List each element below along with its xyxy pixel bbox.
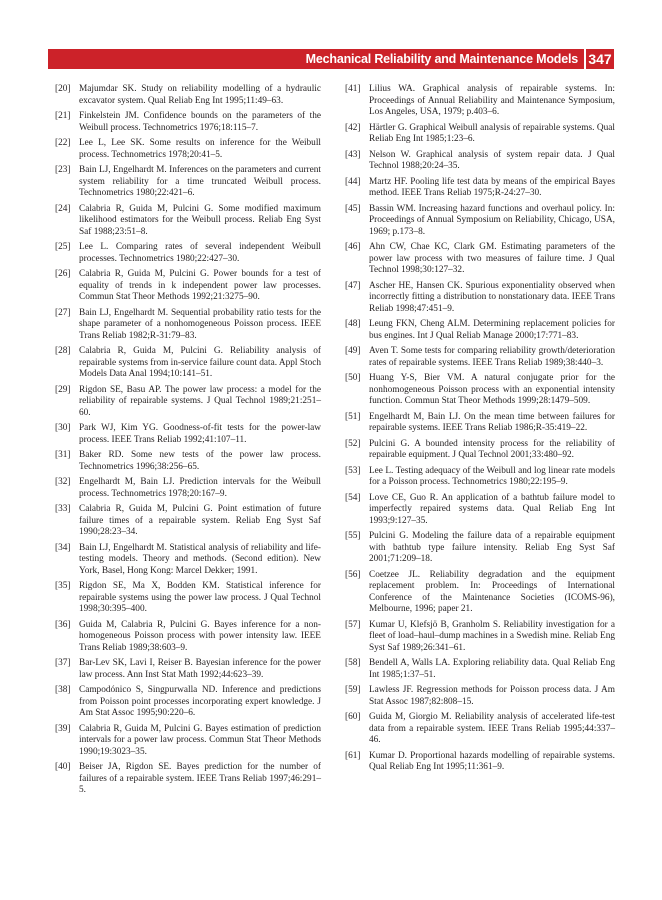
reference-entry: [345, 712, 615, 747]
reference-number: [48]: [345, 319, 361, 329]
reference-number: [28]: [55, 346, 71, 356]
reference-text: Rigdon SE, Ma X, Bodden KM. Statistical inference for repairable systems using the power law process. J Qual Technol 1998;30:395–400.: [79, 581, 321, 614]
reference-number: [35]: [55, 581, 71, 591]
reference-entry: [345, 373, 615, 408]
reference-number: [24]: [55, 203, 71, 214]
reference-entry: [55, 477, 321, 500]
reference-text: Martz HF. Pooling life test data by means of the empirical Bayes method. IEEE Trans Reliab 1975;R-24:27–30.: [369, 176, 615, 198]
reference-text: Lawless JF. Regression methods for Poisson process data. J Am Stat Assoc 1987;82:808–15.: [369, 685, 615, 707]
reference-number: [58]: [345, 658, 361, 668]
reference-text: Finkelstein JM. Confidence bounds on the parameters of the Weibull process. Technometrics 1976;18:115–7.: [79, 111, 321, 133]
reference-entry: [345, 685, 615, 708]
reference-column-left: [55, 84, 321, 801]
reference-number: [41]: [345, 84, 361, 94]
reference-entry: [55, 685, 321, 720]
reference-entry: [55, 724, 321, 759]
reference-entry: [55, 385, 321, 420]
reference-entry: [345, 204, 615, 239]
reference-number: [39]: [55, 723, 71, 734]
reference-entry: [55, 165, 321, 200]
book-title: Mechanical Reliability and Maintenance Models: [305, 52, 578, 66]
reference-number: [50]: [345, 373, 361, 383]
reference-number: [61]: [345, 750, 361, 761]
reference-text: Ahn CW, Chae KC, Clark GM. Estimating parameters of the power law process with two measures of failure time. J Qual Technol 1998;30:127–32.: [369, 242, 615, 275]
reference-entry: [345, 177, 615, 200]
reference-text: Baker RD. Some new tests of the power law process. Technometrics 1996;38:256–65.: [79, 450, 321, 472]
reference-text: Calabria R, Guida M, Pulcini G. Point estimation of future failure times of a repairable system. Reliab Eng Syst Saf 1990;28:23–34.: [79, 504, 321, 537]
reference-entry: [55, 84, 321, 107]
reference-text: Coetzee JL. Reliability degradation and the equipment replacement problem. In: Proceedings of International Conference of the Maintenance Societies (ICOMS-96), Melbourne, 1996; paper 21.: [369, 569, 615, 614]
reference-entry: [345, 493, 615, 528]
reference-number: [32]: [55, 477, 71, 487]
reference-number: [42]: [345, 122, 361, 133]
reference-entry: [345, 570, 615, 616]
reference-number: [23]: [55, 165, 71, 175]
reference-entry: [345, 150, 615, 173]
reference-text: Bain LJ, Engelhardt M. Inferences on the parameters and current system reliability for a time truncated Weibull process. Technometrics 1980;22:421–6.: [79, 165, 321, 198]
reference-number: [45]: [345, 203, 361, 214]
reference-entry: [55, 242, 321, 265]
reference-text: Kumar D. Proportional hazards modelling of repairable systems. Qual Reliab Eng Int 1995;11:361–9.: [369, 750, 615, 772]
reference-number: [51]: [345, 411, 361, 422]
reference-number: [25]: [55, 242, 71, 252]
reference-text: Bendell A, Walls LA. Exploring reliability data. Qual Reliab Eng Int 1985;1:37–51.: [369, 658, 615, 680]
reference-number: [38]: [55, 685, 71, 695]
reference-text: Lee L, Lee SK. Some results on inference for the Weibull process. Technometrics 1978;20:41–5.: [79, 138, 321, 160]
reference-text: Calabria R, Guida M, Pulcini G. Bayes estimation of prediction intervals for a power law process. Commun Stat Theor Methods 1990;19:3023–35.: [79, 723, 321, 757]
reference-entry: [55, 581, 321, 616]
reference-number: [26]: [55, 269, 71, 279]
reference-number: [47]: [345, 280, 361, 291]
reference-number: [20]: [55, 84, 71, 94]
reference-number: [29]: [55, 384, 71, 395]
reference-number: [55]: [345, 531, 361, 541]
reference-entry: [55, 620, 321, 655]
reference-text: Lilius WA. Graphical analysis of repairable systems. In: Proceedings of Annual Reliability and Maintenance Symposium, Los Angeles, USA, 1979; p.403–6.: [369, 84, 615, 117]
reference-text: Kumar U, Klefsjö B, Granholm S. Reliability investigation for a fleet of load–haul–dump machines in a Swedish mine. Reliab Eng Syst Saf 1989;26:341–61.: [369, 619, 615, 653]
reference-entry: [345, 466, 615, 489]
reference-entry: [345, 412, 615, 435]
reference-entry: [55, 504, 321, 539]
reference-number: [27]: [55, 307, 71, 318]
reference-number: [54]: [345, 492, 361, 503]
reference-number: [33]: [55, 504, 71, 514]
reference-text: Lee L. Testing adequacy of the Weibull and log linear rate models for a Poisson process. Technometrics 1980;22:195–9.: [369, 465, 615, 487]
reference-number: [53]: [345, 465, 361, 476]
reference-number: [30]: [55, 423, 71, 433]
reference-number: [43]: [345, 149, 361, 160]
reference-text: Bain LJ, Engelhardt M. Statistical analysis of reliability and life-testing models. Theory and methods. (Second edition). New York, Basel, Hong Kong: Marcel Dekker; 1991.: [79, 542, 321, 576]
reference-text: Calabria R, Guida M, Pulcini G. Reliability analysis of repairable systems from in-service failure count data. Appl Stoch Models Data Anal 1994;10:141–51.: [79, 346, 321, 379]
reference-text: Härtler G. Graphical Weibull analysis of repairable systems. Qual Reliab Eng Int 1985;1:23–6.: [369, 122, 615, 144]
reference-text: Beiser JA, Rigdon SE. Bayes prediction for the number of failures of a repairable system. IEEE Trans Reliab 1997;46:291–5.: [79, 762, 321, 795]
reference-text: Leung FKN, Cheng ALM. Determining replacement policies for bus engines. Int J Qual Reliab Manage 2000;17:771–83.: [369, 319, 615, 341]
reference-entry: [55, 543, 321, 578]
reference-entry: [55, 423, 321, 446]
reference-text: Majumdar SK. Study on reliability modelling of a hydraulic excavator system. Qual Reliab Eng Int 1995;11:49–63.: [79, 84, 321, 106]
reference-text: Rigdon SE, Basu AP. The power law process: a model for the reliability of repairable systems. J Qual Technol 1989;21:251–60.: [79, 384, 321, 418]
reference-entry: [345, 531, 615, 566]
reference-entry: [345, 620, 615, 655]
reference-entry: [345, 658, 615, 681]
reference-text: Aven T. Some tests for comparing reliability growth/deterioration rates of repairable systems. IEEE Trans Reliab 1989;38:440–3.: [369, 346, 615, 368]
reference-number: [52]: [345, 438, 361, 449]
reference-number: [40]: [55, 762, 71, 772]
reference-entry: [55, 762, 321, 797]
reference-number: [36]: [55, 619, 71, 630]
reference-text: Bar-Lev SK, Lavi I, Reiser B. Bayesian inference for the power law process. Ann Inst Stat Math 1992;44:623–39.: [79, 658, 321, 680]
reference-text: Campodónico S, Singpurwalla ND. Inference and predictions from Poisson point processes incorporating expert knowledge. J Am Stat Assoc 1995;90:220–6.: [79, 685, 321, 718]
reference-entry: [55, 138, 321, 161]
reference-text: Huang Y-S, Bier VM. A natural conjugate prior for the nonhomogeneous Poisson process with an exponential intensity function. Commun Stat Theor Methods 1999;28:1479–509.: [369, 373, 615, 406]
reference-number: [34]: [55, 542, 71, 553]
reference-entry: [55, 346, 321, 381]
reference-text: Lee L. Comparing rates of several independent Weibull processes. Technometrics 1980;22:427–30.: [79, 242, 321, 264]
reference-number: [46]: [345, 242, 361, 252]
reference-entry: [345, 319, 615, 342]
reference-entry: [345, 242, 615, 277]
reference-number: [60]: [345, 712, 361, 722]
reference-entry: [345, 84, 615, 119]
reference-text: Park WJ, Kim YG. Goodness-of-fit tests for the power-law process. IEEE Trans Reliab 1992;41:107–11.: [79, 423, 321, 445]
reference-entry: [345, 281, 615, 316]
reference-entry: [55, 658, 321, 681]
reference-number: [31]: [55, 450, 71, 460]
reference-text: Ascher HE, Hansen CK. Spurious exponentiality observed when incorrectly fitting a distribution to nonstationary data. IEEE Trans Reliab 1998;47:451–9.: [369, 280, 615, 314]
reference-number: [44]: [345, 176, 361, 187]
reference-text: Guida M, Giorgio M. Reliability analysis of accelerated life-test data from a repairable system. IEEE Trans Reliab 1995;44:337–46.: [369, 712, 615, 745]
reference-number: [49]: [345, 346, 361, 356]
reference-column-right: [345, 84, 615, 778]
reference-number: [59]: [345, 685, 361, 695]
reference-entry: [55, 269, 321, 304]
reference-entry: [55, 308, 321, 343]
reference-text: Pulcini G. Modeling the failure data of a repairable equipment with bathtub type failure intensity. Reliab Eng Syst Saf 2001;71:209–18.: [369, 531, 615, 564]
reference-entry: [55, 204, 321, 239]
reference-entry: [345, 123, 615, 146]
reference-number: [57]: [345, 619, 361, 630]
reference-entry: [55, 450, 321, 473]
reference-entry: [345, 439, 615, 462]
page-number: 347: [588, 51, 612, 67]
reference-text: Nelson W. Graphical analysis of system repair data. J Qual Technol 1988;20:24–35.: [369, 149, 615, 171]
reference-text: Guida M, Calabria R, Pulcini G. Bayes inference for a non-homogeneous Poisson process with power intensity law. IEEE Trans Reliab 1989;38:603–9.: [79, 619, 321, 653]
reference-entry: [55, 111, 321, 134]
reference-text: Calabria R, Guida M, Pulcini G. Power bounds for a test of equality of trends in k independent power law processes. Commun Stat Theor Methods 1992;21:3275–90.: [79, 269, 321, 302]
reference-number: [22]: [55, 138, 71, 148]
reference-text: Bain LJ, Engelhardt M. Sequential probability ratio tests for the shape parameter of a nonhomogeneous Poisson process. IEEE Trans Reliab 1982;R-31:79–83.: [79, 307, 321, 341]
reference-number: [21]: [55, 111, 71, 121]
reference-entry: [345, 346, 615, 369]
reference-text: Pulcini G. A bounded intensity process for the reliability of repairable equipment. J Qual Technol 2001;33:480–92.: [369, 438, 615, 460]
reference-text: Engelhardt M, Bain LJ. Prediction intervals for the Weibull process. Technometrics 1978;20:167–9.: [79, 477, 321, 499]
reference-text: Love CE, Guo R. An application of a bathtub failure model to imperfectly repaired systems data. Qual Reliab Eng Int 1993;9:127–35.: [369, 492, 615, 526]
reference-number: [37]: [55, 658, 71, 668]
running-header: [48, 49, 614, 69]
reference-text: Engelhardt M, Bain LJ. On the mean time between failures for repairable systems. IEEE Trans Reliab 1986;R-35:419–22.: [369, 411, 615, 433]
reference-text: Bassin WM. Increasing hazard functions and overhaul policy. In: Proceedings of Annual Symposium on Reliability, Chicago, USA, 1969; p.173–8.: [369, 203, 615, 237]
reference-entry: [345, 751, 615, 774]
reference-number: [56]: [345, 569, 361, 580]
reference-text: Calabria R, Guida M, Pulcini G. Some modified maximum likelihood estimators for the Weibull process. Reliab Eng Syst Saf 1988;23:51–8.: [79, 203, 321, 237]
